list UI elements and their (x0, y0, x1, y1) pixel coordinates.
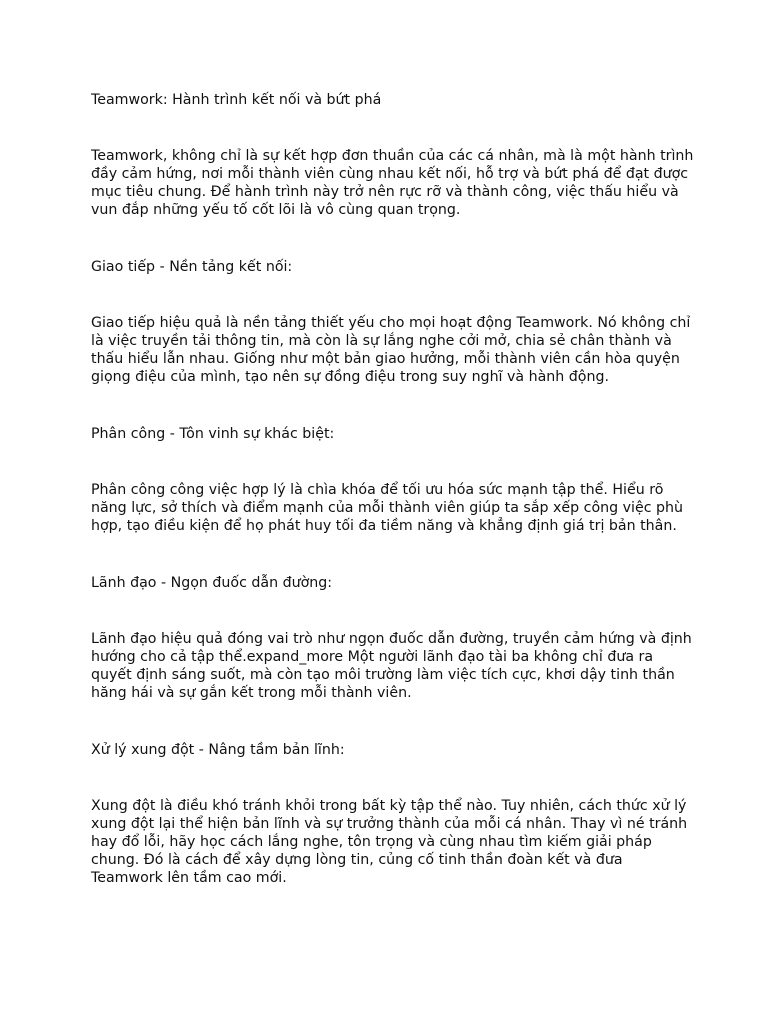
section-heading-phan-cong: Phân công - Tôn vinh sự khác biệt: (91, 426, 335, 442)
intro-line: đầy cảm hứng, nơi mỗi thành viên cùng nhau kết nối, hỗ trợ và bứt phá để đạt được (91, 166, 689, 182)
paragraph-line: Phân công công việc hợp lý là chìa khóa để tối ưu hóa sức mạnh tập thể. Hiểu rõ (91, 482, 664, 498)
paragraph-line: quyết định sáng suốt, mà còn tạo môi trường làm việc tích cực, khơi dậy tinh thần (91, 667, 675, 683)
paragraph-line: hợp, tạo điều kiện để họ phát huy tối đa tiềm năng và khẳng định giá trị bản thân. (91, 518, 677, 534)
paragraph-line: Teamwork lên tầm cao mới. (91, 870, 287, 886)
intro-line: Teamwork, không chỉ là sự kết hợp đơn thuần của các cá nhân, mà là một hành trình (91, 148, 694, 164)
section-paragraph-phan-cong (91, 481, 691, 535)
paragraph-line: giọng điệu của mình, tạo nên sự đồng điệu trong suy nghĩ và hành động. (91, 369, 609, 385)
paragraph-line: thấu hiểu lẫn nhau. Giống như một bản giao hưởng, mỗi thành viên cần hòa quyện (91, 351, 680, 367)
intro-line: vun đắp những yếu tố cốt lõi là vô cùng quan trọng. (91, 202, 461, 218)
paragraph-line: hay đổ lỗi, hãy học cách lắng nghe, tôn trọng và cùng nhau tìm kiếm giải pháp (91, 834, 652, 850)
paragraph-line: năng lực, sở thích và điểm mạnh của mỗi thành viên giúp ta sắp xếp công việc phù (91, 500, 684, 516)
paragraph-line: chung. Đó là cách để xây dựng lòng tin, củng cố tinh thần đoàn kết và đưa (91, 852, 623, 868)
section-heading-xu-ly-xung-dot: Xử lý xung đột - Nâng tầm bản lĩnh: (91, 742, 345, 758)
paragraph-line: xung đột lại thể hiện bản lĩnh và sự trưởng thành của mỗi cá nhân. Thay vì né tránh (91, 816, 688, 832)
section-heading-lanh-dao: Lãnh đạo - Ngọn đuốc dẫn đường: (91, 575, 333, 591)
paragraph-line: hướng cho cả tập thể.expand_more Một người lãnh đạo tài ba không chỉ đưa ra (91, 649, 654, 665)
paragraph-line: hăng hái và sự gắn kết trong mỗi thành viên. (91, 685, 412, 701)
paragraph-line: Lãnh đạo hiệu quả đóng vai trò như ngọn đuốc dẫn đường, truyền cảm hứng và định (91, 631, 692, 647)
section-paragraph-giao-tiep (91, 314, 691, 386)
intro-line: mục tiêu chung. Để hành trình này trở nên rực rỡ và thành công, việc thấu hiểu và (91, 184, 679, 200)
paragraph-line: là việc truyền tải thông tin, mà còn là sự lắng nghe cởi mở, chia sẻ chân thành và (91, 333, 672, 349)
section-paragraph-lanh-dao (91, 630, 691, 702)
paragraph-line: Giao tiếp hiệu quả là nền tảng thiết yếu cho mọi hoạt động Teamwork. Nó không chỉ (91, 315, 691, 331)
section-paragraph-xu-ly-xung-dot (91, 797, 691, 887)
intro-paragraph (91, 147, 694, 219)
paragraph-line: Xung đột là điều khó tránh khỏi trong bất kỳ tập thể nào. Tuy nhiên, cách thức xử lý (91, 798, 687, 814)
document-page (91, 91, 694, 887)
document-title: Teamwork: Hành trình kết nối và bứt phá (91, 92, 382, 108)
section-heading-giao-tiep: Giao tiếp - Nền tảng kết nối: (91, 259, 293, 275)
